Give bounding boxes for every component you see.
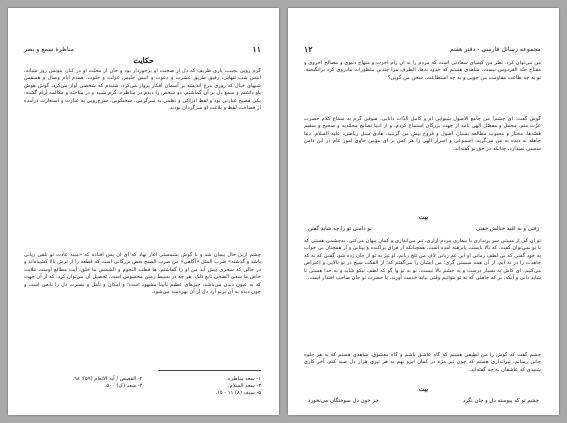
left-page-header	[24, 44, 261, 54]
right-page	[288, 8, 559, 415]
left-paragraph-2	[24, 252, 261, 368]
left-page-number: ۱۱	[252, 44, 261, 54]
verse-2	[308, 398, 539, 404]
verse-2-hemistich-b: جز خون دل سوختگان می‌نخورد	[308, 398, 379, 404]
right-running-title: مجموعه رسائل فارسی - دفتر هفتم	[449, 45, 541, 53]
footnote-5: ۵- سیف (۸) ۱۱ - ۱۵.	[215, 390, 261, 396]
footnote-1: ۱- سعد مناظره.	[226, 376, 261, 382]
footnotes	[24, 376, 261, 397]
verse-1-hemistich-a: رفتی و به امّید خیالش خفتی	[476, 226, 539, 232]
footnote-3: ۳- سعد السلام.	[227, 383, 261, 389]
left-paragraph-1-text: گرم رویی نجیب، یاری ظریف که دل از صحبت او برخوردار بود و جان از محبّت او در کنار، مونس روز شبانه، انیس شب تنهایی، رفیق طریق عشرت و دعوت و انیس جلیس عزلت و خلوت، همدم ایام وصال و همنفس شبهای خیال که روزی مرغ اندیشه بر آسمان افکار پرواز می‌کرد، شنیدم که شخصی آواز می‌کرد، گوش هوش باو داشتم و سمع دل بر آن گماشتم، دو شخص را دیدم در مناظره. گرم شنید و در مباحثه و مکالمه آرام گشته. یکی فصیح عبارتی بود و لفظ ادراکی و نظمی به سرگرمی، سخنگویی، سرخ‌رویی به عبارت و استعارت درآمده از فضاحت لفظ و بلاغت او سرگردان بودند.	[24, 68, 261, 112]
section-title: حکایت	[133, 56, 154, 65]
right-paragraph-3-text: تو آن کی از مستی سر برنداری یا بیماری مردم آزاری، تیر می‌اندازی و کمان پنهان می‌کنی. بدچشمی هستی که نا تو نمی‌توان گفت. که بالا بایست پابرهنه آمده است. همچنانکه از فراق پراکنده و بیتابی و از همچنان بی خواب به خود گفتی که بی لطف زمانی او این غم زبانی لاف من تلخ زبانم، او نیز به تو از جان زده شو. گفتی که به که جاهدت را در نه آیم، از آن همه سستی گری؛ من ایشان را می‌گفتم که: از الفکت سیج در تو بالایی و اعتراض می‌کنیم. ای کاش به بسیار درست و به خشم بالا نیست. تو به تو وا گو که لطف نیکو شاید و به خدا هستی تا شاید دانی و آنکه، بر که جاهلی که به تو بتوانیم وقتی بیاید خدمت آورند، با حضرت تو جان صاحب افتدار است.	[304, 238, 541, 282]
right-paragraph-4-text: چشم گفت که گوش را من لطیفی هستم که گاه عاشق باشم و گاه معشوق. شاهدی هستم که به هر حلوه جانی رسانم. تیراندازی هستم که چون تیر مژه در کمان ابرو نهم به هر تیری هزار دل صید کنم. آخر کاری شنیدی که عاشقان به چه گفته‌اند.	[304, 352, 541, 373]
right-page-number: ۱۲	[304, 44, 313, 54]
left-running-title: مناظرهٔ سمع و بصر	[24, 45, 75, 53]
verse-label-1: بیت	[418, 214, 429, 221]
right-paragraph-4	[304, 352, 541, 382]
right-paragraph-3	[304, 238, 541, 348]
verse-label-2: بیت	[418, 386, 429, 393]
right-paragraph-2-text: گوش گفت: ای چشم! من جامع الاصول شنوایی ام و کامل الذّات دانایی، صوفی گرم به سماع کلام حضرت عزّت متم. مجمل و مفصّل الهی نامه از جهت بزرگان استماع کردم، و از انبیا نصایح محمّدیه و صحیح و سقیم قصّه‌ها، مختار و محبوب مطالعه بسیار، اصول و فروع پیش من گزینید. هادی سبل ریاضی، علیه السلام، دنیا جاهله نه دیده به من می‌گرید. اسموعی و اسرار الهی را هر کس بر ای مؤمن حاوی امور عام در این دامن سستی نمیدارد، چنانکه در حق تو گفته‌اند.	[304, 116, 541, 152]
footnote-divider	[158, 370, 261, 371]
right-paragraph-1	[304, 60, 541, 112]
verse-1	[308, 226, 539, 232]
right-paragraph-1-text: من می‌توان کرد. نظر من کیمیای سعادتی است که مردم را به آن زام آخرت و منهاج دنیوی و مصالح اخروی و مفتاح جنّه الفردوس نیست. شاهدی هستم که حدود نه‌ها، الطرف مرا چندین منظورات مادروی کرد برانگیخته. تو به چه طاعت مقاومت من جویی و به چه استطاعت، سخن من گویی؟	[304, 60, 541, 81]
left-paragraph-1	[24, 68, 261, 244]
right-paragraph-2	[304, 116, 541, 206]
left-page	[8, 8, 279, 415]
verse-1-hemistich-b: تو دامنی تو را چه شاید گفتن	[308, 226, 372, 232]
left-paragraph-2-text: چشم ازین حال پیمان شد و با گوش بشمستی آغاز نهاد که ای آن پس افتاده که «مینه عادت تو تلقی زیانی باشد و گذشته» ضرب المثل «آگاهی» من ضرب الصبح بعض بزرگانی است که قطعه را از ترش بالا کشیده‌اند و در حالی که سحری پیش آید من او را گماشتم. ها قطب النجوم و الشمس ما خلق، آیت مطالع اوست ملایت خاص ما سعی الضحی تابع ذلک. هر چه در بسیط زمین محسوس است، تحصیل آن می‌توان کرد، که از آن جهت که به عیون دیدن می‌باشد، چیزهای عظیم نایینا مشهود است؛ و امکان و تأمل و بصیرت دل را تابعی است و چون دیده به آن پرتو آرد دل از آن بهره‌مند می‌شود.	[24, 252, 261, 296]
verse-2-hemistich-a: چشم تو که پیوسته دل و جان نگرد	[462, 398, 539, 404]
footnote-4: ۴- سعد (ک) ۵۰۰.	[104, 383, 143, 389]
right-page-header	[304, 44, 541, 54]
footnote-2: ۲- القصص / آیه الانعام (۵۹)؛ ۹۸.	[72, 376, 143, 382]
